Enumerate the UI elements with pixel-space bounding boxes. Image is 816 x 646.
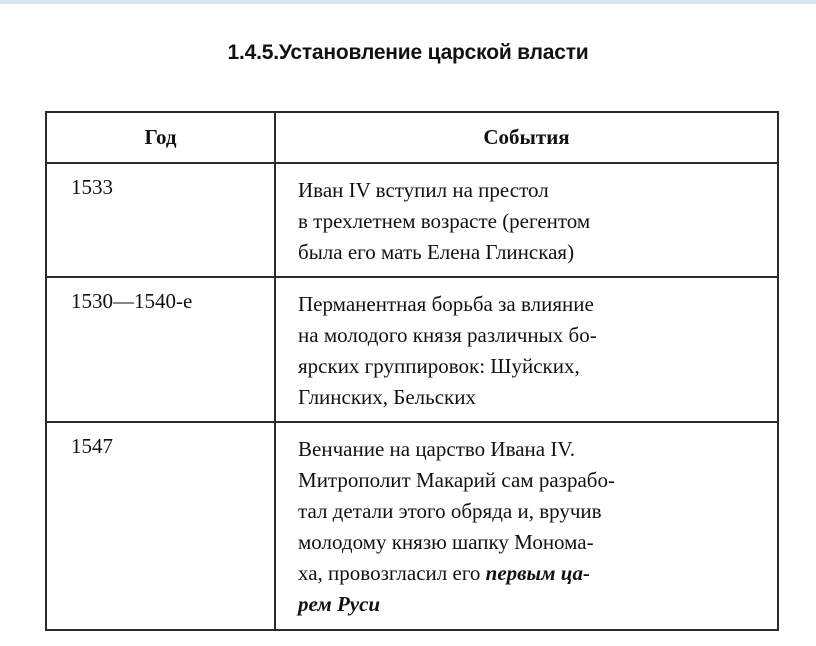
page-title: 1.4.5.Установление царской власти (227, 41, 589, 64)
event-cell (275, 277, 778, 422)
events-table (45, 111, 779, 631)
table-header-row (46, 112, 778, 163)
event-line: тал детали этого обряда и, вручив (298, 499, 602, 523)
event-line: Венчание на царство Ивана IV. (298, 437, 576, 461)
header-year: Год (46, 112, 275, 163)
table-row (46, 422, 778, 630)
event-line: Митрополит Макарий сам разрабо- (298, 468, 615, 492)
event-cell (275, 422, 778, 630)
emphasized-text: первым ца- (485, 561, 590, 585)
table-row (46, 163, 778, 277)
event-line: была его мать Елена Глинская) (298, 240, 575, 264)
event-line: рем Руси (298, 592, 381, 616)
event-line: молодому князю шапку Монома- (298, 530, 594, 554)
event-cell (275, 163, 778, 277)
event-line: Перманентная борьба за влияние (298, 292, 594, 316)
event-line: в трехлетнем возрасте (регентом (298, 209, 591, 233)
year-cell: 1533 (46, 163, 275, 277)
event-line: на молодого князя различных бо- (298, 323, 597, 347)
event-line: Иван IV вступил на престол (298, 178, 549, 202)
event-line-text: ха, провозгласил его (298, 561, 486, 585)
year-cell: 1530—1540-е (46, 277, 275, 422)
event-line: Глинских, Бельских (298, 385, 476, 409)
event-line (298, 558, 777, 589)
year-cell: 1547 (46, 422, 275, 630)
top-border (0, 0, 816, 4)
header-events: События (275, 112, 778, 163)
table-row (46, 277, 778, 422)
event-line: ярских группировок: Шуйских, (298, 354, 580, 378)
